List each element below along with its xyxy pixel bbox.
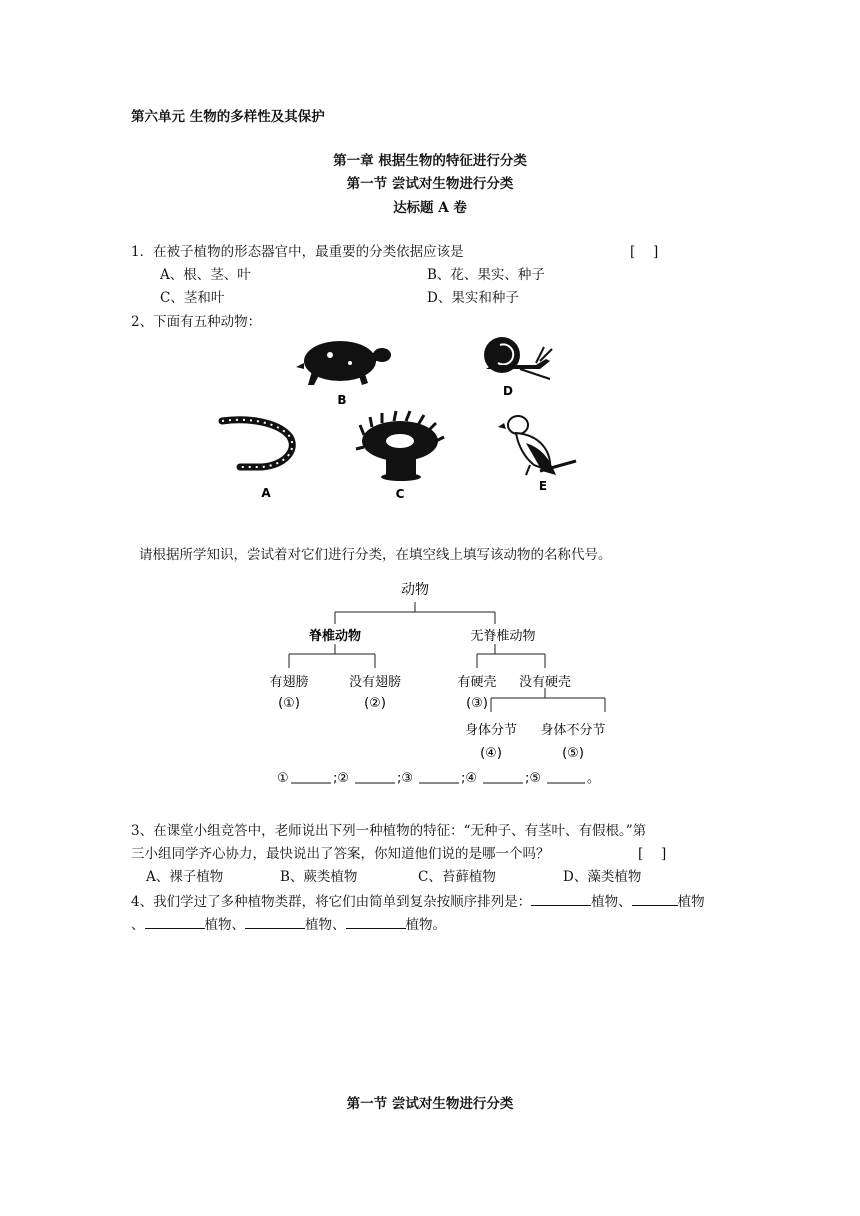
answer-label-2: ;② [333, 771, 350, 786]
tree-unsegmented-label: 身体不分节 [540, 723, 606, 738]
unit-title: 第六单元 生物的多样性及其保护 [131, 109, 325, 125]
q4-word-1: 植物 [591, 894, 619, 910]
answer-label-4: ;④ [461, 771, 478, 786]
earthworm-image [222, 420, 292, 467]
tree-mark-5: (⑤) [562, 746, 584, 761]
q1-stem: 1．在被子植物的形态器官中，最重要的分类依据应该是 [131, 244, 464, 260]
q4-end: 。 [432, 917, 446, 933]
q4-blank-4[interactable] [245, 914, 305, 929]
tree-segmented-label: 身体分节 [464, 723, 518, 738]
q1-option-b: B、花、果实、种子 [427, 267, 545, 283]
q1-option-c: C、茎和叶 [160, 290, 225, 306]
q4-sep-3: 、 [231, 917, 245, 933]
q4-sep-2: 、 [131, 917, 145, 933]
tree-vertebrates-label: 脊椎动物 [308, 629, 362, 644]
q4-blank-1[interactable] [531, 891, 591, 906]
tree-root-label: 动物 [401, 582, 429, 598]
tree-invertebrates-label: 无脊椎动物 [470, 629, 536, 644]
animal-label-e: E [538, 479, 548, 493]
q1-option-d: D、果实和种子 [427, 290, 519, 306]
q4-word-5: 植物 [405, 917, 433, 933]
q4-line-2 [131, 914, 446, 934]
tree-no-shell-label: 没有硬壳 [518, 675, 572, 690]
q4-word-4: 植物 [305, 917, 332, 933]
tree-mark-4: (④) [480, 746, 502, 761]
q2-answer-line [277, 771, 600, 786]
animal-label-c: C [395, 487, 405, 501]
animal-label-d: D [503, 384, 513, 398]
tree-no-wings-label: 没有翅膀 [348, 675, 402, 690]
answer-label-1: ① [277, 771, 289, 786]
snail-image [484, 337, 552, 379]
q1-option-a: A、根、茎、叶 [160, 267, 251, 283]
q3-answer-bracket: [ ] [638, 846, 667, 862]
q4-blank-5[interactable] [346, 914, 406, 929]
q3-line-1: 3、在课堂小组竞答中，老师说出下列一种植物的特征：“无种子、有茎叶、有假根。”第 [131, 823, 647, 839]
q4-line-1 [131, 891, 705, 911]
classification-tree [255, 576, 625, 806]
animal-label-a: A [261, 486, 271, 500]
answer-label-3: ;③ [397, 771, 414, 786]
q4-word-3: 植物 [204, 917, 232, 933]
sea-anemone-image [356, 411, 444, 481]
answer-line-end: 。 [587, 771, 601, 786]
q4-stem: 4、我们学过了多种植物类群，将它们由简单到复杂按顺序排列是： [131, 894, 532, 910]
q4-blank-3[interactable] [145, 914, 205, 929]
chapter-title: 第一章 根据生物的特征进行分类 [333, 153, 527, 169]
q4-sep-4: 、 [332, 917, 346, 933]
q4-word-2: 植物 [677, 894, 705, 910]
q3-option-c: C、苔藓植物 [418, 869, 496, 885]
q1-answer-bracket: [ ] [630, 244, 659, 260]
q4-blank-2[interactable] [632, 891, 678, 906]
tree-mark-2: (②) [364, 696, 386, 711]
q3-option-a: A、裸子植物 [146, 869, 224, 885]
q2-instruction: 请根据所学知识，尝试着对它们进行分类，在填空线上填写该动物的名称代号。 [139, 547, 612, 563]
answer-label-5: ;⑤ [525, 771, 542, 786]
tree-mark-1: (①) [278, 696, 300, 711]
tree-has-shell-label: 有硬壳 [457, 675, 497, 690]
tree-mark-3: (③) [466, 696, 488, 711]
turtle-image [296, 341, 391, 385]
q2-stem: 2、下面有五种动物： [131, 314, 262, 330]
bird-image [498, 416, 576, 475]
footer-section-title: 第一节 尝试对生物进行分类 [346, 1096, 514, 1112]
tree-has-wings-label: 有翅膀 [269, 675, 309, 690]
animals-figure [200, 325, 620, 510]
q3-option-b: B、蕨类植物 [280, 869, 358, 885]
q3-option-d: D、藻类植物 [563, 869, 642, 885]
q4-sep-1: 、 [618, 894, 632, 910]
q3-line-2: 三小组同学齐心协力，最快说出了答案，你知道他们说的是哪一个吗？ [131, 846, 550, 862]
animal-label-b: B [337, 393, 347, 407]
section-title: 第一节 尝试对生物进行分类 [346, 176, 514, 192]
test-title: 达标题 A 卷 [393, 200, 467, 216]
